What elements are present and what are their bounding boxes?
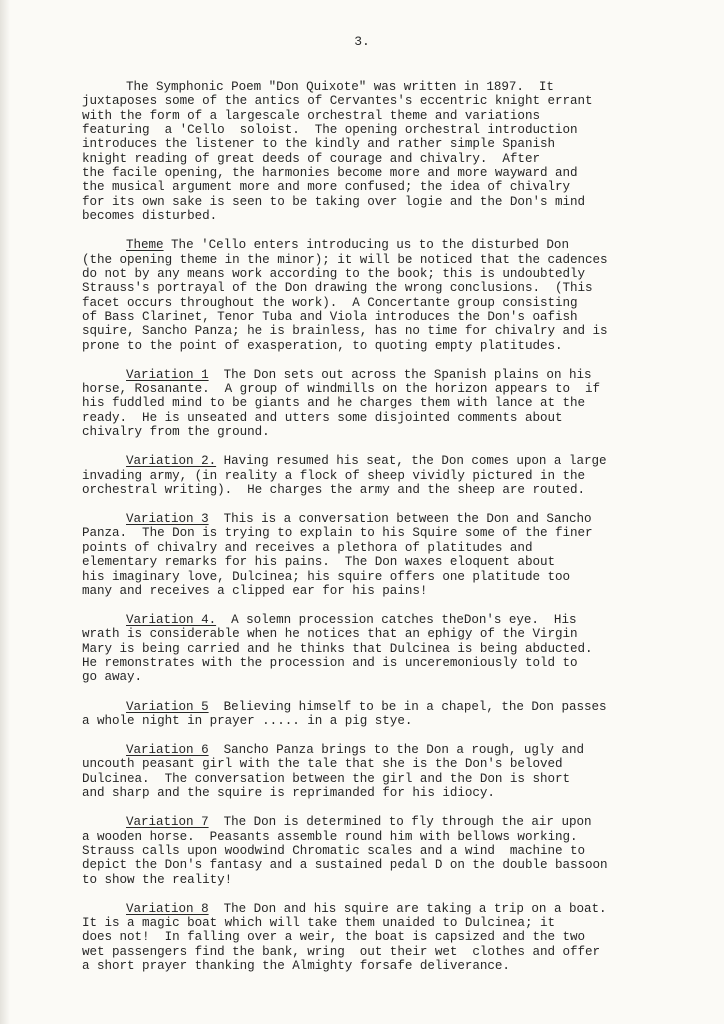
text-line (82, 253, 702, 267)
text-line (82, 873, 702, 887)
line-text: squire, Sancho Panza; he is brainless, has no time for chivalry and is (82, 324, 608, 339)
text-line (82, 425, 702, 439)
line-text: A solemn procession catches theDon's eye. His (216, 612, 577, 627)
text-line (82, 772, 702, 786)
line-text: do not by any means work according to the book; this is undoubtedly (82, 266, 586, 281)
section-heading: Variation 6 (126, 742, 209, 757)
text-line (82, 642, 702, 656)
line-text: a short prayer thanking the Almighty forsafe deliverance. (82, 959, 510, 974)
document-body (82, 80, 702, 988)
line-text: invading army, (in reality a flock of sheep vividly pictured in the (82, 468, 586, 483)
line-text: Dulcinea. The conversation between the girl and the Don is short (82, 771, 570, 786)
line-text: It is a magic boat which will take them unaided to Dulcinea; it (82, 916, 555, 931)
text-line (82, 786, 702, 800)
line-text: the musical argument more and more confused; the idea of chivalry (82, 180, 570, 195)
text-line (82, 670, 702, 684)
line-text: and sharp and the squire is reprimanded for his idiocy. (82, 786, 495, 801)
text-line (82, 584, 702, 598)
line-text: He remonstrates with the procession and is unceremoniously told to (82, 656, 578, 671)
line-text: This is a conversation between the Don and Sancho (208, 512, 592, 527)
line-text: of Bass Clarinet, Tenor Tuba and Viola introduces the Don's oafish (82, 309, 578, 324)
text-line (82, 80, 702, 94)
paragraph-variation-8 (82, 902, 702, 974)
text-line (82, 815, 702, 829)
line-text: horse, Rosanante. A group of windmills on the horizon appears to if (82, 382, 601, 397)
line-text: The Don is determined to fly through the air upon (208, 815, 592, 830)
line-text: Strauss's portrayal of the Don drawing the wrong conclusions. (This (82, 281, 593, 296)
text-line (82, 281, 702, 295)
text-line (82, 324, 702, 338)
line-text: chivalry from the ground. (82, 425, 270, 440)
line-text: The Don and his squire are taking a trip on a boat. (208, 901, 607, 916)
line-text: wrath is considerable when he notices that an ephigy of the Virgin (82, 627, 578, 642)
paragraph-variation-7 (82, 815, 702, 887)
line-text: orchestral writing). He charges the army and the sheep are routed. (82, 482, 586, 497)
line-text: The Don sets out across the Spanish plains on his (208, 367, 592, 382)
line-text: introduces the listener to the kindly and rather simple Spanish (82, 137, 555, 152)
text-line (82, 195, 702, 209)
text-line (82, 166, 702, 180)
line-text: juxtaposes some of the antics of Cervantes's eccentric knight errant (82, 94, 593, 109)
paragraph-variation-2 (82, 454, 702, 497)
section-heading: Variation 7 (126, 815, 209, 830)
section-heading: Theme (126, 238, 164, 253)
paragraph-theme (82, 238, 702, 353)
paragraph-variation-4 (82, 613, 702, 685)
text-line (82, 930, 702, 944)
line-text: the facile opening, the harmonies become more and more wayward and (82, 166, 578, 181)
paragraph-intro (82, 80, 702, 223)
line-text: go away. (82, 670, 143, 685)
text-line (82, 627, 702, 641)
line-text: his fuddled mind to be giants and he charges them with lance at the (82, 396, 586, 411)
text-line (82, 945, 702, 959)
line-text: many and receives a clipped ear for his pains! (82, 583, 428, 598)
line-text: a wooden horse. Peasants assemble round him with bellows working. (82, 829, 578, 844)
text-line (82, 526, 702, 540)
line-text: ready. He is unseated and utters some disjointed comments about (82, 410, 563, 425)
line-text: wet passengers find the bank, wring out their wet clothes and offer (82, 944, 601, 959)
text-line (82, 902, 702, 916)
text-line (82, 541, 702, 555)
text-line (82, 512, 702, 526)
text-line (82, 570, 702, 584)
text-line (82, 310, 702, 324)
paragraph-variation-6 (82, 743, 702, 800)
line-text: points of chivalry and receives a plethora of platitudes and (82, 540, 533, 555)
paragraph-variation-5 (82, 700, 702, 729)
text-line (82, 411, 702, 425)
page-number: 3. (354, 34, 370, 49)
section-heading: Variation 1 (126, 367, 209, 382)
text-line (82, 137, 702, 151)
section-heading: Variation 3 (126, 512, 209, 527)
text-line (82, 382, 702, 396)
line-text: The Symphonic Poem "Don Quixote" was written in 1897. It (126, 80, 554, 94)
text-line (82, 830, 702, 844)
line-text: uncouth peasant girl with the tale that she is the Don's beloved (82, 757, 563, 772)
line-text: with the form of a largescale orchestral theme and variations (82, 108, 540, 123)
line-text: Mary is being carried and he thinks that Dulcinea is being abducted. (82, 641, 593, 656)
text-line (82, 757, 702, 771)
text-line (82, 555, 702, 569)
text-line (82, 94, 702, 108)
text-line (82, 656, 702, 670)
line-text: Having resumed his seat, the Don comes upon a large (216, 454, 607, 469)
text-line (82, 469, 702, 483)
text-line (82, 858, 702, 872)
line-text: (the opening theme in the minor); it will be noticed that the cadences (82, 252, 608, 267)
text-line (82, 714, 702, 728)
line-text: Panza. The Don is trying to explain to his Squire some of the finer (82, 526, 593, 541)
text-line (82, 700, 702, 714)
section-heading: Variation 8 (126, 901, 209, 916)
text-line (82, 180, 702, 194)
line-text: elementary remarks for his pains. The Don waxes eloquent about (82, 555, 555, 570)
text-line (82, 844, 702, 858)
text-line (82, 238, 702, 252)
line-text: The 'Cello enters introducing us to the disturbed Don (163, 238, 569, 253)
line-text: prone to the point of exasperation, to quoting empty platitudes. (82, 338, 563, 353)
text-line (82, 743, 702, 757)
section-heading: Variation 5 (126, 699, 209, 714)
line-text: Believing himself to be in a chapel, the Don passes (208, 699, 607, 714)
paragraph-variation-3 (82, 512, 702, 598)
line-text: Sancho Panza brings to the Don a rough, ugly and (208, 742, 584, 757)
line-text: does not! In falling over a weir, the boat is capsized and the two (82, 930, 586, 945)
line-text: becomes disturbed. (82, 209, 218, 224)
line-text: facet occurs throughout the work). A Concertante group consisting (82, 295, 578, 310)
text-line (82, 267, 702, 281)
line-text: his imaginary love, Dulcinea; his squire offers one platitude too (82, 569, 570, 584)
text-line (82, 209, 702, 223)
paragraph-variation-1 (82, 368, 702, 440)
line-text: depict the Don's fantasy and a sustained pedal D on the double bassoon (82, 858, 608, 873)
line-text: for its own sake is seen to be taking over logie and the Don's mind (82, 194, 586, 209)
line-text: Strauss calls upon woodwind Chromatic scales and a wind machine to (82, 843, 586, 858)
text-line (82, 123, 702, 137)
line-text: knight reading of great deeds of courage and chivalry. After (82, 151, 540, 166)
text-line (82, 396, 702, 410)
text-line (82, 152, 702, 166)
section-heading: Variation 2. (126, 454, 217, 469)
text-line (82, 454, 702, 468)
line-text: featuring a 'Cello soloist. The opening orchestral introduction (82, 123, 578, 138)
text-line (82, 339, 702, 353)
line-text: to show the reality! (82, 872, 233, 887)
text-line (82, 916, 702, 930)
text-line (82, 368, 702, 382)
text-line (82, 483, 702, 497)
text-line (82, 959, 702, 973)
text-line (82, 613, 702, 627)
text-line (82, 109, 702, 123)
line-text: a whole night in prayer ..... in a pig stye. (82, 713, 413, 728)
text-line (82, 296, 702, 310)
page-edge-shadow (0, 0, 10, 1024)
section-heading: Variation 4. (126, 612, 217, 627)
